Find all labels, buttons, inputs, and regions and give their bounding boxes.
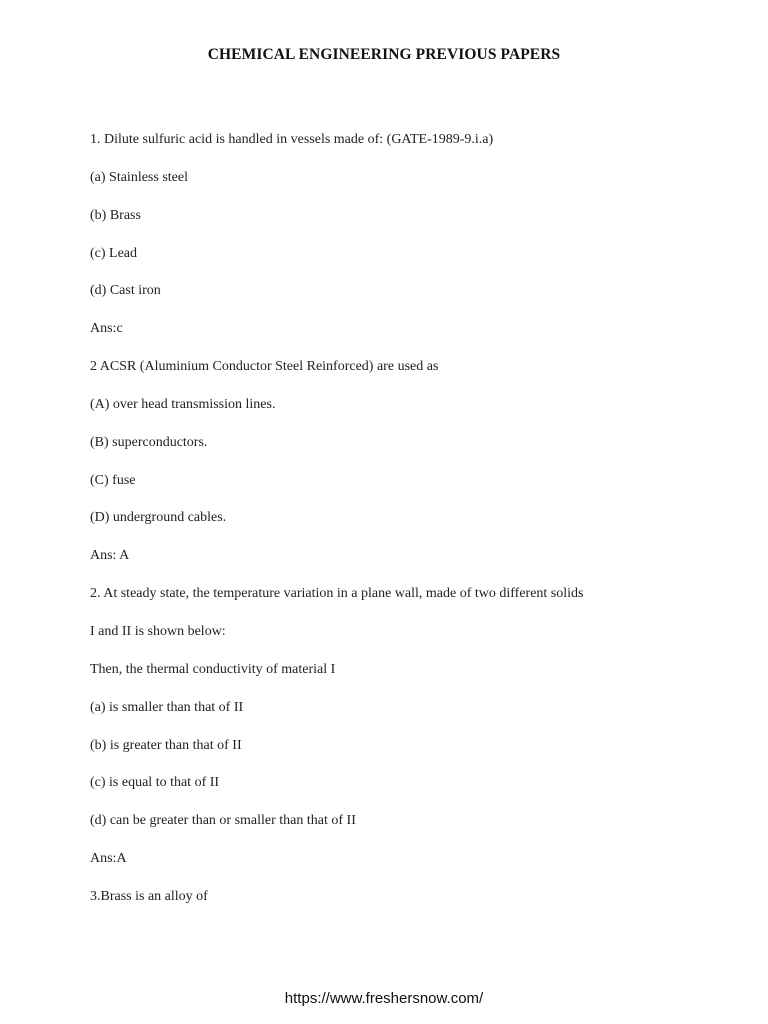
question-1-option-b: (b) Brass [90, 207, 141, 223]
page-title: CHEMICAL ENGINEERING PREVIOUS PAPERS [207, 46, 561, 63]
question-3-option-c: (c) is equal to that of II [90, 775, 220, 791]
question-3-option-d: (d) can be greater than or smaller than that of II [90, 813, 356, 829]
question-2-text: 2 ACSR (Aluminium Conductor Steel Reinforced) are used as [90, 359, 439, 375]
question-2-answer: Ans: A [90, 548, 130, 564]
question-3-prompt: Then, the thermal conductivity of material I [90, 661, 336, 677]
question-4-text: 3.Brass is an alloy of [90, 888, 208, 904]
question-2-option-c: (C) fuse [90, 472, 136, 488]
question-3-answer: Ans:A [90, 851, 127, 867]
question-3-text-continued: I and II is shown below: [90, 623, 226, 639]
question-1-option-a: (a) Stainless steel [90, 169, 188, 185]
question-2-option-d: (D) underground cables. [90, 510, 227, 526]
question-3-option-a: (a) is smaller than that of II [90, 699, 244, 715]
question-2-option-a: (A) over head transmission lines. [90, 396, 276, 412]
footer-url[interactable]: https://www.freshersnow.com/ [284, 990, 484, 1007]
question-1-answer: Ans:c [90, 321, 123, 337]
question-2-option-b: (B) superconductors. [90, 434, 208, 450]
question-1-text: 1. Dilute sulfuric acid is handled in vessels made of: (GATE-1989-9.i.a) [90, 132, 494, 147]
question-1-option-d: (d) Cast iron [90, 283, 161, 299]
document-body [90, 130, 710, 925]
question-3-text: 2. At steady state, the temperature variation in a plane wall, made of two different solids [90, 586, 584, 602]
question-1-option-c: (c) Lead [90, 245, 138, 261]
question-3-option-b: (b) is greater than that of II [90, 737, 242, 753]
